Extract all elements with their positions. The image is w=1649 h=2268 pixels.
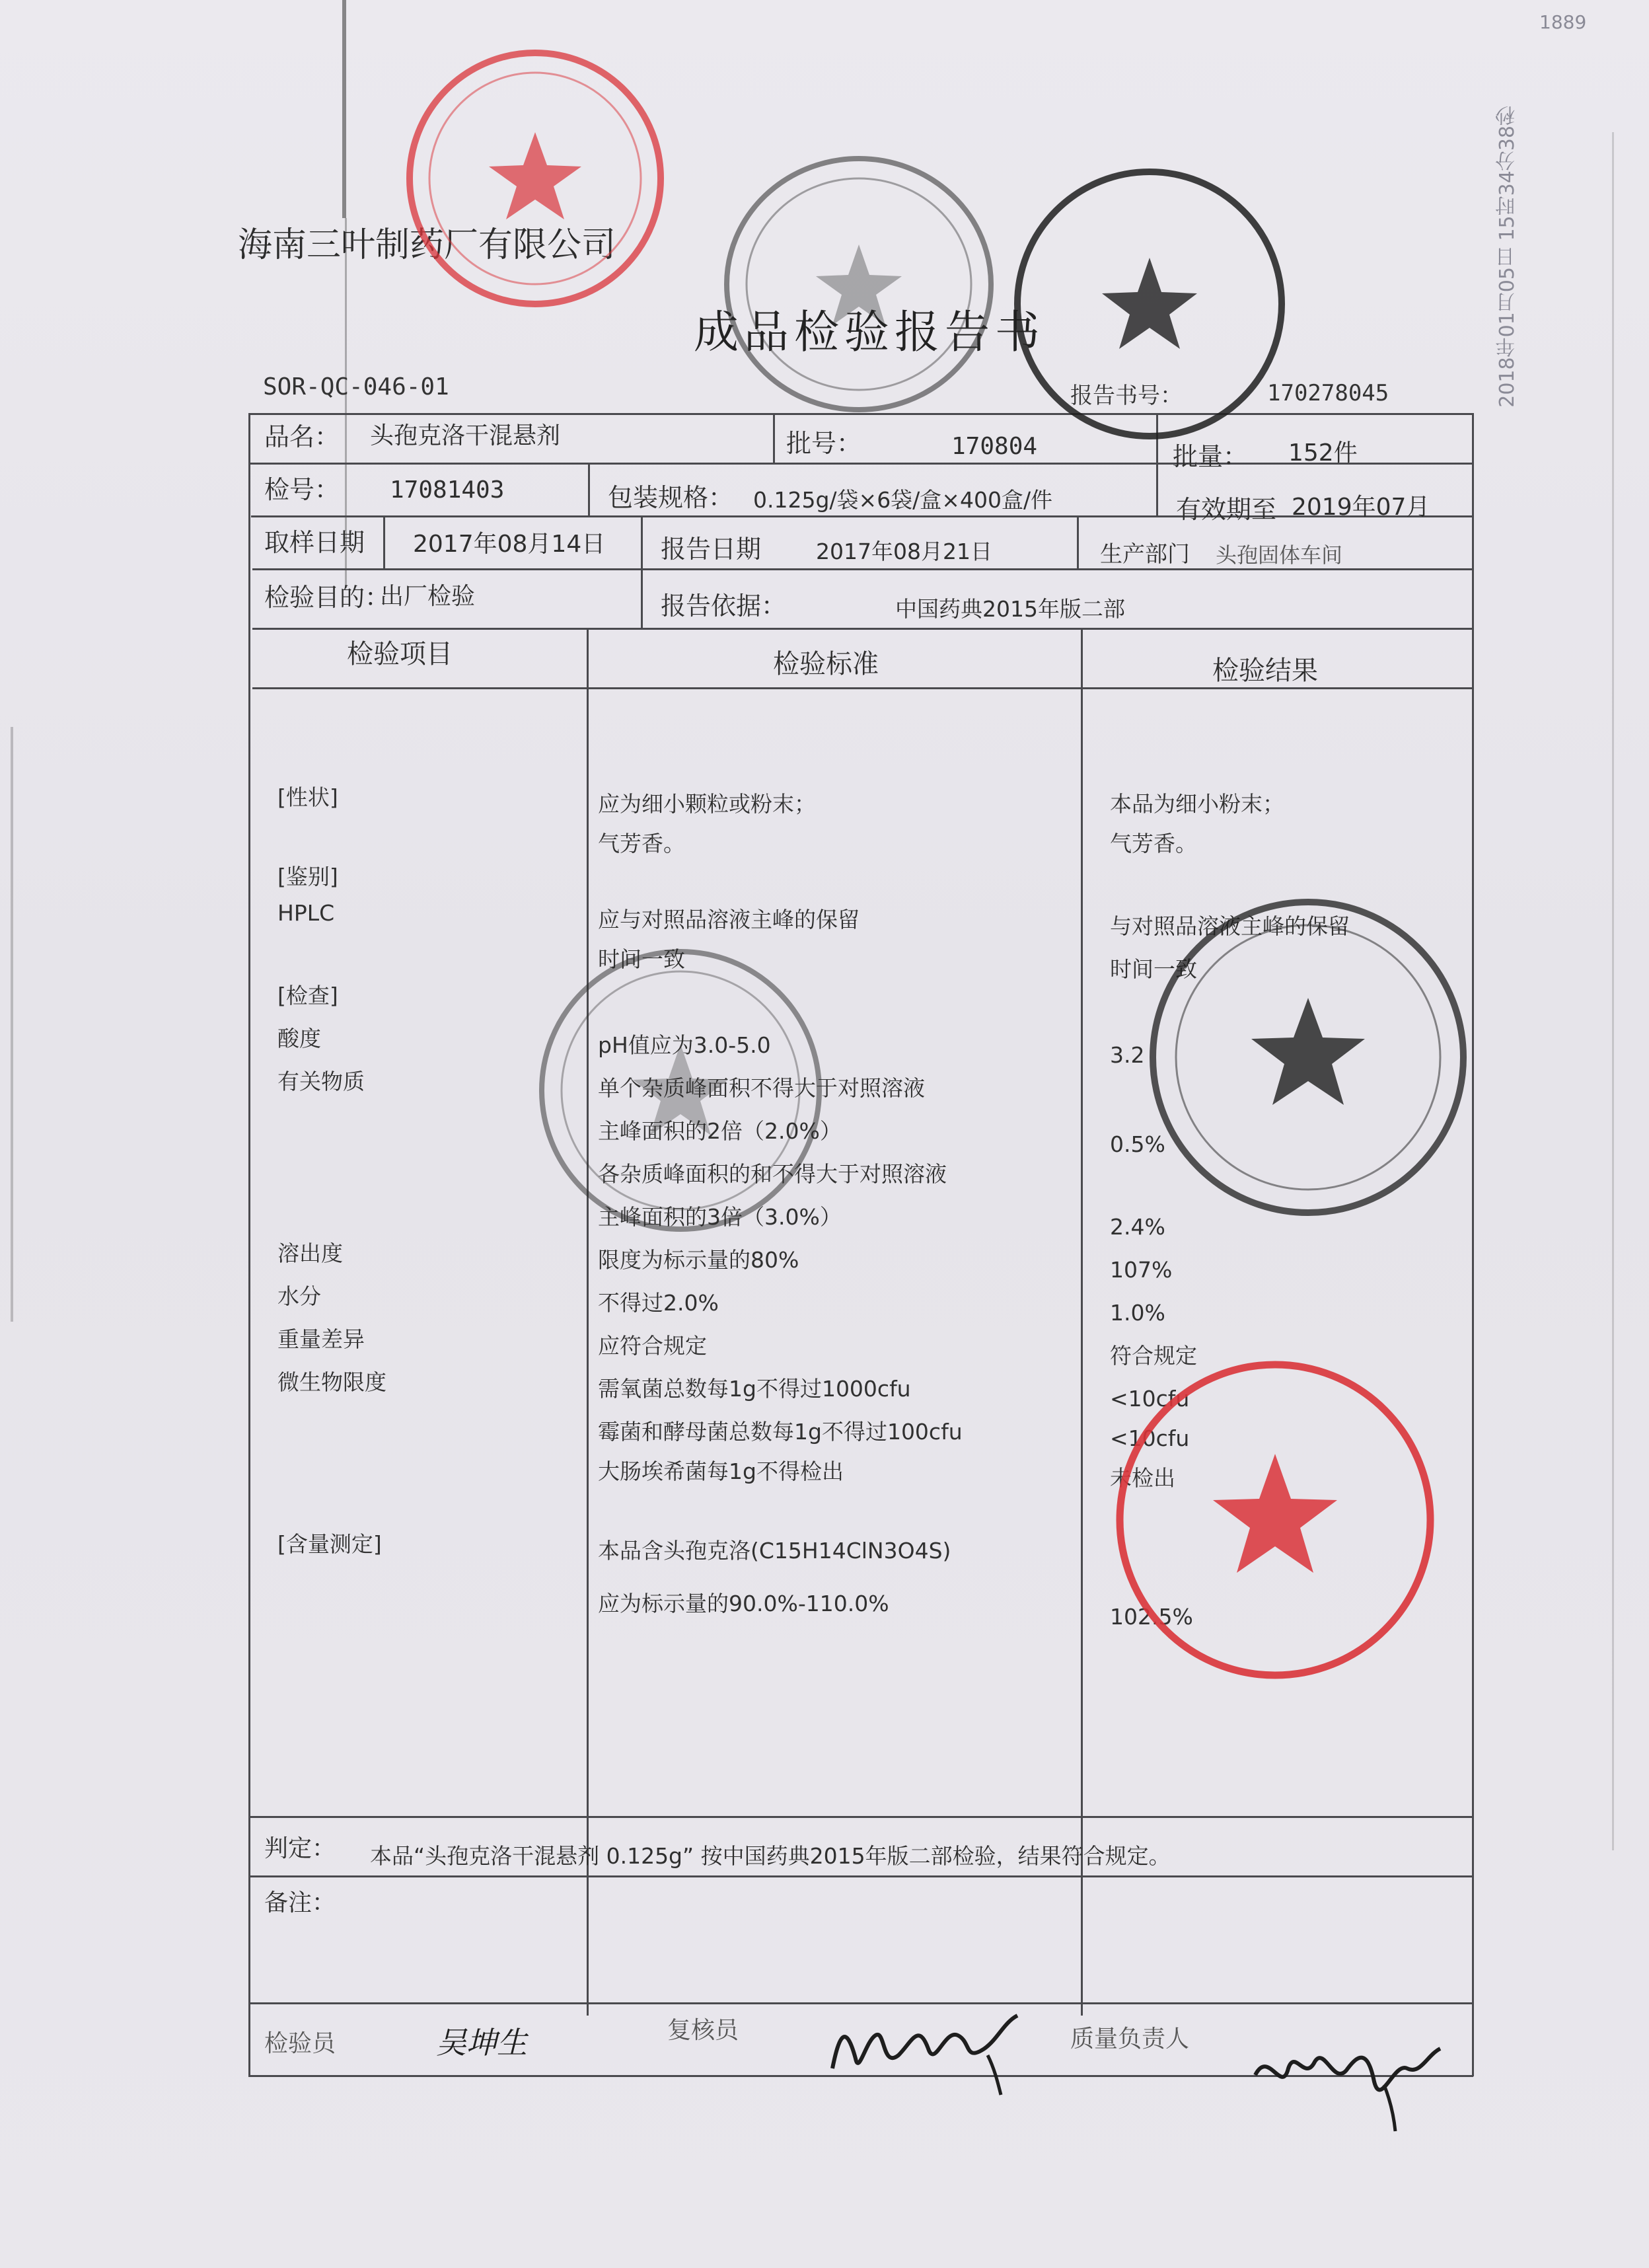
rule [641, 515, 643, 628]
scan-artifact [11, 727, 13, 1322]
inspector-signature: 吴坤生 [436, 2025, 527, 2060]
rule [588, 463, 590, 515]
report-date-label: 报告日期 [661, 535, 762, 564]
report-title: 成品检验报告书 [694, 307, 1046, 359]
rule [248, 1816, 1473, 1818]
row-item: [鉴别] [277, 864, 338, 889]
rule [1472, 413, 1474, 2025]
row-standard: 气芳香。 [598, 831, 685, 856]
purpose: 出厂检验 [380, 583, 476, 610]
row-result: 107% [1110, 1257, 1173, 1283]
package-spec: 0.125g/袋×6袋/盒×400盒/件 [753, 487, 1053, 513]
scan-timestamp: 2018年01月05日 15时34分38秒 [1496, 106, 1519, 408]
row-result: 1.0% [1110, 1300, 1165, 1326]
rule [383, 515, 385, 568]
rule [1472, 2002, 1474, 2076]
row-item: 水分 [277, 1283, 321, 1309]
row-standard: 需氧菌总数每1g不得过1000cfu [598, 1376, 911, 1402]
row-item: HPLC [277, 900, 335, 926]
red-seal-top-left [396, 40, 674, 317]
row-item: 有关物质 [277, 1069, 365, 1094]
qa-label: 质量负责人 [1070, 2025, 1190, 2053]
row-result: <10cfu [1110, 1386, 1190, 1412]
row-item: [性状] [277, 784, 338, 810]
row-standard: 应与对照品溶液主峰的保留 [598, 907, 860, 932]
quantity-label: 批量： [1173, 442, 1249, 471]
row-result: 符合规定 [1110, 1343, 1197, 1369]
row-result: 时间一致 [1110, 956, 1197, 982]
rule [773, 413, 775, 463]
row-standard: 应为标示量的90.0%-110.0% [598, 1591, 889, 1616]
rule [251, 515, 1473, 517]
remarks-label: 备注： [264, 1889, 336, 1916]
rule [248, 1875, 1473, 1877]
row-standard: pH值应为3.0-5.0 [598, 1032, 771, 1058]
sampling-date-label: 取样日期 [264, 528, 365, 557]
row-standard: 霉菌和酵母菌总数每1g不得过100cfu [598, 1419, 963, 1445]
col-header-result: 检验结果 [1212, 656, 1318, 686]
rule [1077, 515, 1079, 568]
row-item: [检查] [277, 983, 338, 1008]
row-result: 0.5% [1110, 1131, 1165, 1157]
row-standard: 单个杂质峰面积不得大于对照溶液 [598, 1075, 925, 1101]
conclusion-label: 判定： [264, 1835, 336, 1862]
row-result: 本品为细小粉末； [1110, 791, 1284, 817]
dept: 头孢固体车间 [1216, 543, 1343, 568]
conclusion-text: 本品“头孢克洛干混悬剂 0.125g” 按中国药典2015年版二部检验，结果符合规定。 [370, 1843, 1171, 1869]
row-result: 3.2 [1110, 1042, 1145, 1068]
batch-number: 170804 [951, 433, 1038, 460]
batch-label: 批号： [786, 429, 862, 458]
company-name: 海南三叶制药厂有限公司 [238, 225, 616, 265]
row-standard: 主峰面积的2倍（2.0%） [598, 1118, 842, 1144]
rule [252, 628, 1473, 630]
row-standard: 应为细小颗粒或粉末； [598, 791, 816, 817]
page-number: 1889 [1539, 11, 1587, 33]
quantity: 152件 [1288, 439, 1358, 467]
test-number: 17081403 [390, 476, 505, 504]
row-standard: 限度为标示量的80% [598, 1247, 799, 1273]
rule [587, 628, 589, 2016]
row-result: 2.4% [1110, 1214, 1165, 1240]
rule [1081, 628, 1083, 2016]
report-date: 2017年08月21日 [816, 539, 992, 564]
black-seal-top-center [714, 145, 1004, 423]
report-no-label: 报告书号： [1070, 383, 1183, 409]
expiry-date: 2019年07月 [1292, 494, 1430, 521]
report-no: 170278045 [1267, 380, 1389, 406]
rule [1156, 413, 1158, 515]
row-item: 溶出度 [277, 1240, 343, 1266]
row-result: 102.5% [1110, 1604, 1193, 1630]
col-header-standard: 检验标准 [773, 649, 879, 679]
purpose-label: 检验目的： [264, 583, 390, 612]
row-standard: 不得过2.0% [598, 1290, 719, 1316]
row-standard: 各杂质峰面积的和不得大于对照溶液 [598, 1161, 947, 1187]
scan-artifact [342, 0, 346, 218]
col-header-item: 检验项目 [347, 639, 453, 669]
row-standard: 大肠埃希菌每1g不得检出 [598, 1458, 844, 1484]
product-label: 品名： [264, 422, 340, 451]
sampling-date: 2017年08月14日 [413, 531, 606, 558]
row-standard: 本品含头孢克洛(C15H14ClN3O4S) [598, 1538, 951, 1564]
inspector-label: 检验员 [264, 2030, 336, 2057]
row-result: 与对照品溶液主峰的保留 [1110, 913, 1350, 939]
reviewer-label: 复核员 [667, 2017, 739, 2044]
rule [248, 413, 250, 2025]
row-result: <10cfu [1110, 1425, 1190, 1451]
package-label: 包装规格： [608, 483, 734, 512]
expiry-label: 有效期至 [1176, 495, 1277, 524]
rule [252, 568, 1473, 570]
row-standard: 主峰面积的3倍（3.0%） [598, 1204, 842, 1230]
row-item: [含量测定] [277, 1531, 382, 1557]
rule [250, 413, 1473, 415]
row-standard: 时间一致 [598, 946, 685, 972]
rule [248, 2002, 250, 2076]
row-result: 气芳香。 [1110, 831, 1197, 856]
basis: 中国药典2015年版二部 [895, 596, 1125, 622]
row-item: 微生物限度 [277, 1369, 386, 1395]
reviewer-signature [819, 1996, 1031, 2101]
row-item: 重量差异 [277, 1326, 365, 1352]
qa-signature [1242, 2022, 1453, 2135]
rule [252, 687, 1473, 689]
dept-label: 生产部门 [1100, 541, 1190, 568]
row-item: 酸度 [277, 1026, 321, 1051]
scan-artifact [1612, 132, 1614, 1850]
basis-label: 报告依据： [661, 591, 787, 621]
product-name: 头孢克洛干混悬剂 [370, 422, 561, 449]
row-standard: 应符合规定 [598, 1333, 707, 1359]
row-result: 未检出 [1110, 1465, 1175, 1491]
doc-code: SOR-QC-046-01 [263, 373, 449, 400]
test-no-label: 检号： [264, 475, 340, 504]
